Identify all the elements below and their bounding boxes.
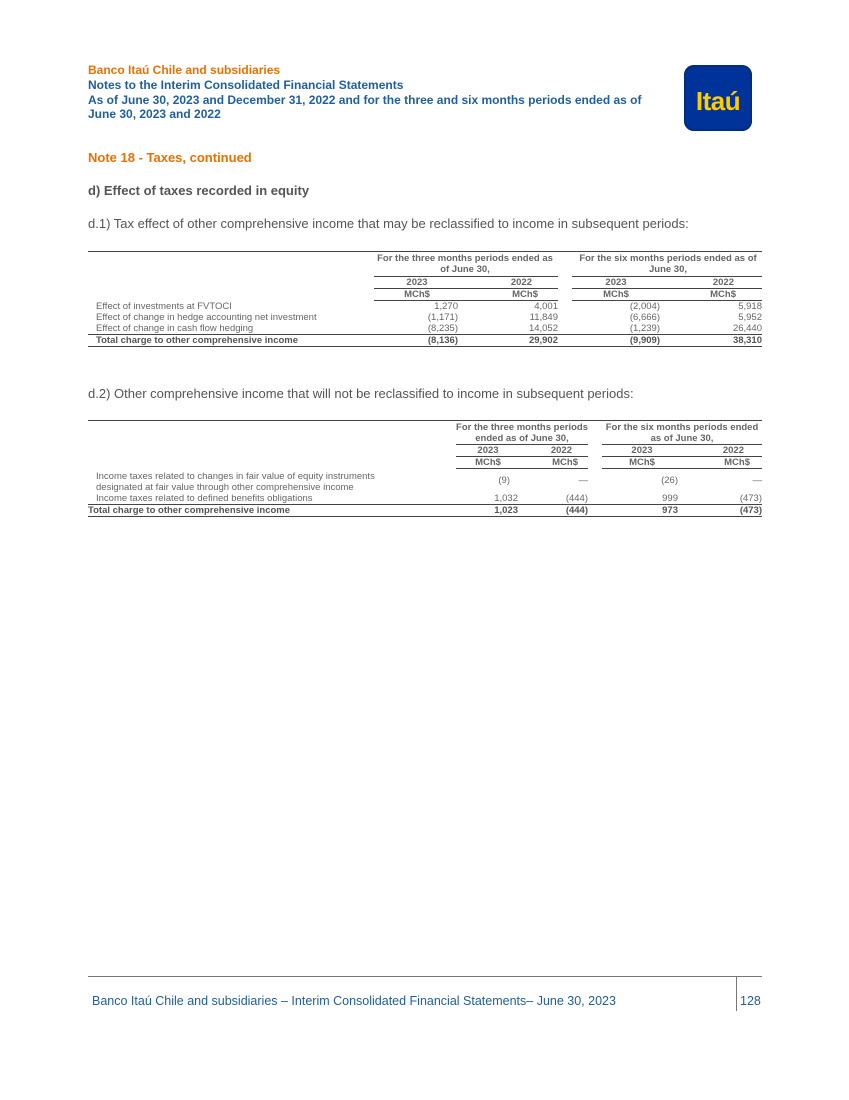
table2-year-header: 2022 (682, 445, 762, 457)
table1-group-three-months: For the three months periods ended as of June 30, (377, 253, 553, 275)
table1-year-header: 2022 (660, 277, 762, 289)
total-value: (8,136) (374, 335, 460, 347)
company-name: Banco Itaú Chile and subsidiaries (88, 63, 281, 77)
cell-value: 14,052 (528, 323, 558, 334)
table2-group-six-months: For the six months periods ended as of June 30, (605, 422, 759, 444)
row-label-text: Income taxes related to changes in fair value of equity instruments designated at fair value through other comprehensive income (96, 470, 375, 493)
table1-year-header: 2023 (572, 277, 660, 289)
table2-unit-header: MCh$ (602, 457, 682, 469)
cell-value: — (578, 475, 588, 487)
table2-year-header: 2022 (520, 445, 588, 457)
total-value: (9,909) (572, 335, 660, 347)
cell-value: 999 (662, 492, 678, 504)
note-title: Note 18 - Taxes, continued (88, 150, 252, 165)
header-line-2: Notes to the Interim Consolidated Financial Statements (88, 78, 404, 92)
table2-unit-header: MCh$ (456, 457, 520, 469)
itau-logo (684, 65, 752, 131)
cell-value: (8,235) (427, 323, 458, 334)
table1 (88, 251, 762, 347)
cell-value: 26,440 (732, 323, 762, 334)
total-value: (444) (520, 504, 588, 516)
footer-text: Banco Itaú Chile and subsidiaries – Interim Consolidated Financial Statements– June 30, 2023 (92, 994, 616, 1008)
total-label: Total charge to other comprehensive income (88, 504, 456, 516)
footer-page-divider (736, 977, 737, 1011)
total-value: 29,902 (460, 335, 558, 347)
cell-value: (473) (739, 492, 762, 504)
logo-text: Itaú (695, 85, 741, 116)
cell-value: 1,032 (494, 492, 518, 504)
total-value: (473) (682, 504, 762, 516)
table-row (88, 469, 762, 493)
cell-value: 11,849 (529, 312, 558, 323)
table1-group-six-months: For the six months periods ended as of June 30, (579, 253, 757, 275)
cell-value: 5,918 (738, 301, 762, 312)
table-row (88, 301, 762, 313)
cell-value: (6,666) (629, 312, 660, 323)
table1-unit-header: MCh$ (460, 289, 558, 301)
section-title: d) Effect of taxes recorded in equity (88, 183, 310, 198)
table-total-row (88, 504, 762, 516)
row-label: Effect of change in hedge accounting net investment (96, 312, 317, 323)
header-line-3: As of June 30, 2023 and December 31, 2022 and for the three and six months periods ended as of (88, 92, 642, 107)
table1-unit-header: MCh$ (374, 289, 460, 301)
table1-year-header: 2023 (374, 277, 460, 289)
cell-value: 1,270 (434, 301, 458, 312)
table2-year-header: 2023 (602, 445, 682, 457)
table1-subtitle: d.1) Tax effect of other comprehensive income that may be reclassified to income in subsequent periods: (88, 216, 689, 231)
table1-year-header: 2022 (460, 277, 558, 289)
page-number: 128 (740, 994, 761, 1008)
total-value: 1,023 (456, 504, 520, 516)
table1-unit-header: MCh$ (660, 289, 762, 301)
table2-subtitle: d.2) Other comprehensive income that will not be reclassified to income in subsequent periods: (88, 386, 634, 401)
table2-unit-header: MCh$ (682, 457, 762, 469)
table-row (88, 312, 762, 323)
row-label: Effect of investments at FVTOCI (96, 300, 232, 312)
cell-value: (1,171) (427, 312, 458, 323)
cell-value: 5,952 (738, 312, 762, 323)
cell-value: (9) (498, 475, 510, 487)
table2-year-header: 2023 (456, 445, 520, 457)
row-label (88, 469, 456, 493)
table1-unit-header: MCh$ (572, 289, 660, 301)
row-label: Effect of change in cash flow hedging (96, 323, 254, 334)
cell-value: (1,239) (629, 323, 660, 334)
cell-value: (2,004) (629, 301, 660, 312)
table2-group-three-months: For the three months periods ended as of June 30, (456, 422, 588, 444)
total-value: 38,310 (660, 335, 762, 347)
table2 (88, 420, 762, 517)
footer-divider (88, 976, 762, 977)
header-line-4: June 30, 2023 and 2022 (88, 107, 221, 121)
page-header (88, 63, 678, 122)
cell-value: — (752, 475, 762, 487)
table2-unit-header: MCh$ (520, 457, 588, 469)
total-label: Total charge to other comprehensive income (88, 335, 374, 347)
cell-value: (444) (565, 492, 588, 504)
table-total-row (88, 335, 762, 347)
table-row (88, 493, 762, 505)
row-label: Income taxes related to defined benefits obligations (96, 492, 313, 504)
table-row (88, 323, 762, 335)
cell-value: (26) (661, 475, 678, 487)
total-value: 973 (602, 504, 682, 516)
cell-value: 4,001 (534, 301, 558, 312)
